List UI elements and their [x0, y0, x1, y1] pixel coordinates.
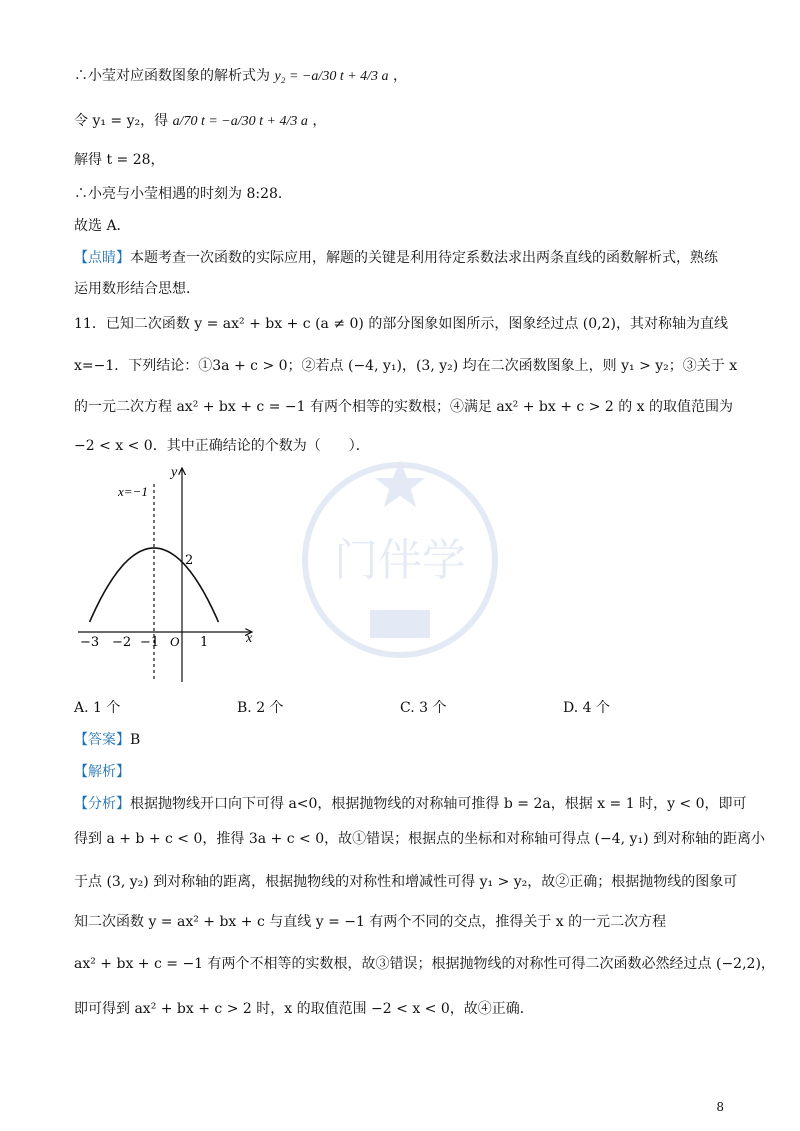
line-2: 令 y₁ = y₂，得 a/70 t = −a/30 t + 4/3 a ，: [74, 113, 327, 129]
line-5: 故选 A．: [74, 218, 131, 234]
watermark-text: 门伴学: [334, 535, 466, 586]
answer-value: B: [130, 732, 141, 748]
watermark-logo: [285, 450, 515, 690]
question-11-line-4: −2 < x < 0．其中正确结论的个数为（ ）．: [74, 438, 370, 454]
formula-y2: y₂ = −a/30 t + 4/3 a: [274, 69, 389, 84]
analysis-tag: 【分析】: [74, 796, 130, 812]
choice-c: C. 3 个: [400, 700, 447, 716]
answer-line: [74, 730, 140, 750]
x-axis-label: x: [246, 631, 253, 646]
line-7: 运用数形结合思想．: [74, 281, 200, 297]
analysis-line-5: ax² + bx + c = −1 有两个不相等的实数根，故③错误；根据抛物线的对称性可得二次函数必然经过点 (−2,2)，: [74, 956, 775, 972]
question-11-line-1: 11．已知二次函数 y = ax² + bx + c (a ≠ 0) 的部分图象如图所示，图象经过点 (0,2)，其对称轴为直线: [74, 316, 728, 332]
y-axis-label: y: [171, 465, 178, 480]
question-11-line-2: x=−1．下列结论：①3a + c > 0；②若点 (−4, y₁)，(3, y₂) 均在二次函数图象上，则 y₁ > y₂；③关于 x: [74, 358, 738, 374]
tick-label-neg1: −1: [140, 635, 160, 650]
analysis-line-4: 知二次函数 y = ax² + bx + c 与直线 y = −1 有两个不同的交点，推得关于 x 的一元二次方程: [74, 914, 667, 930]
analysis-line-2: 得到 a + b + c < 0，推得 3a + c < 0，故①错误；根据点的坐标和对称轴可得点 (−4, y₁) 到对称轴的距离小: [74, 831, 765, 847]
analysis-line-6: 即可得到 ax² + bx + c > 2 时，x 的取值范围 −2 < x < 0，故④正确．: [74, 1001, 534, 1017]
jiexi-tag: 【解析】: [74, 764, 130, 780]
question-11-line-3: 的一元二次方程 ax² + bx + c = −1 有两个相等的实数根；④满足 ax² + bx + c > 2 的 x 的取值范围为: [74, 399, 734, 415]
origin-label: O: [170, 634, 180, 649]
choice-b: B. 2 个: [237, 700, 284, 716]
symmetry-axis-label: x=−1: [118, 484, 148, 499]
tick-label-1: 1: [200, 635, 209, 650]
tick-label-neg2: −2: [112, 635, 132, 650]
parabola-graph: [74, 460, 264, 692]
analysis-line-3: 于点 (3, y₂) 到对称轴的距离，根据抛物线的对称性和增减性可得 y₁ > y₂，故②正确；根据抛物线的图象可: [74, 874, 738, 890]
line-4: ∴小亮与小莹相遇的时刻为 8:28．: [74, 186, 292, 202]
line-3: 解得 t = 28，: [74, 152, 165, 168]
line-1: ∴小莹对应函数图象的解析式为 y₂ = −a/30 t + 4/3 a ，: [74, 68, 407, 84]
analysis-line-1: 【分析】根据抛物线开口向下可得 a<0，根据抛物线的对称轴可推得 b = 2a，根据 x = 1 时，y < 0，即可: [74, 796, 747, 812]
dianjing-tag: 【点睛】: [74, 250, 130, 266]
formula-equation: a/70 t = −a/30 t + 4/3 a: [172, 114, 308, 129]
y-intercept-label: 2: [185, 553, 194, 568]
page-number: 8: [716, 1100, 724, 1114]
choice-a: A. 1 个: [74, 700, 121, 716]
tick-label-neg3: −3: [80, 635, 100, 650]
choice-d: D. 4 个: [563, 700, 610, 716]
answer-tag: 【答案】: [74, 732, 130, 748]
line-6: 【点睛】本题考查一次函数的实际应用，解题的关键是利用待定系数法求出两条直线的函数解析式，熟练: [74, 250, 718, 266]
